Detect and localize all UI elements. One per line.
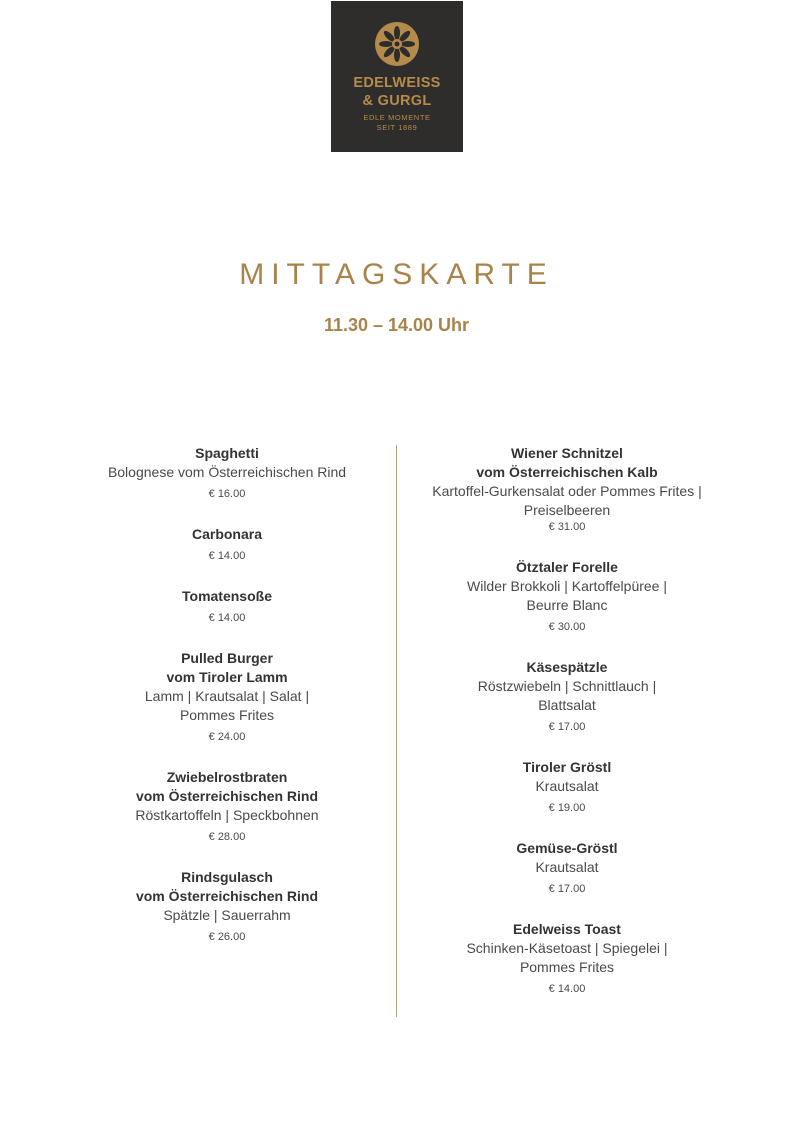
dish-price: € 17.00 bbox=[548, 883, 586, 895]
menu-item bbox=[418, 839, 716, 896]
dish-name: Tomatensoße bbox=[182, 588, 272, 604]
dish-name: Käsespätzle bbox=[526, 659, 608, 675]
dish-name: Tiroler Gröstl bbox=[522, 759, 612, 775]
logo-tagline2: SEIT 1889 bbox=[376, 123, 418, 132]
restaurant-logo bbox=[331, 1, 463, 152]
dish-subtitle: vom Tiroler Lamm bbox=[166, 669, 288, 685]
dish-price: € 14.00 bbox=[208, 550, 246, 562]
dish-price: € 19.00 bbox=[548, 802, 586, 814]
dish-price: € 24.00 bbox=[208, 731, 246, 743]
dish-description: Krautsalat bbox=[535, 778, 599, 794]
dish-description: Kartoffel-Gurkensalat oder Pommes Frites | bbox=[432, 483, 702, 499]
dish-name: Pulled Burger bbox=[181, 650, 273, 666]
menu-item bbox=[418, 558, 716, 634]
column-divider bbox=[396, 445, 397, 1017]
dish-description-cont: Preiselbeeren bbox=[523, 502, 611, 518]
dish-description: Schinken-Käsetoast | Spiegelei | bbox=[466, 940, 668, 956]
menu-column-left bbox=[92, 444, 362, 944]
dish-description: Röstzwiebeln | Schnittlauch | bbox=[477, 678, 657, 694]
dish-price: € 30.00 bbox=[548, 621, 586, 633]
dish-description-cont: Pommes Frites bbox=[519, 959, 615, 975]
dish-name: Carbonara bbox=[191, 526, 263, 542]
dish-subtitle: vom Österreichischen Rind bbox=[135, 788, 319, 804]
dish-description: Krautsalat bbox=[535, 859, 599, 875]
dish-name: Rindsgulasch bbox=[181, 869, 273, 885]
dish-price: € 17.00 bbox=[548, 721, 586, 733]
dish-name: Gemüse-Gröstl bbox=[516, 840, 618, 856]
opening-hours: 11.30 – 14.00 Uhr bbox=[323, 315, 470, 335]
dish-description-cont: Pommes Frites bbox=[179, 707, 275, 723]
dish-description: Röstkartoffeln | Speckbohnen bbox=[135, 807, 319, 823]
dish-subtitle: vom Österreichischen Kalb bbox=[476, 464, 658, 480]
dish-price: € 14.00 bbox=[548, 983, 586, 995]
edelweiss-flower-icon bbox=[374, 21, 420, 67]
dish-price: € 28.00 bbox=[208, 831, 246, 843]
menu-item bbox=[92, 525, 362, 563]
dish-name: Ötztaler Forelle bbox=[516, 559, 618, 575]
dish-name: Spaghetti bbox=[195, 445, 259, 461]
dish-name: Wiener Schnitzel bbox=[511, 445, 623, 461]
menu-item bbox=[92, 649, 362, 744]
logo-brand-line1: EDELWEISS bbox=[353, 75, 441, 91]
logo-tagline1: EDLE MOMENTE bbox=[363, 113, 431, 122]
dish-description: Spätzle | Sauerrahm bbox=[163, 907, 291, 923]
dish-price: € 31.00 bbox=[548, 521, 586, 533]
page-title: MITTAGSKARTE bbox=[239, 258, 554, 291]
dish-price: € 14.00 bbox=[208, 612, 246, 624]
dish-description-cont: Beurre Blanc bbox=[526, 597, 608, 613]
dish-price: € 26.00 bbox=[208, 931, 246, 943]
menu-item bbox=[418, 658, 716, 734]
dish-name: Zwiebelrostbraten bbox=[166, 769, 288, 785]
menu-item bbox=[418, 920, 716, 996]
menu-column-right bbox=[418, 444, 716, 996]
dish-description: Lamm | Krautsalat | Salat | bbox=[144, 688, 310, 704]
menu-item bbox=[92, 587, 362, 625]
menu-item bbox=[92, 444, 362, 501]
menu-item bbox=[418, 758, 716, 815]
dish-description: Wilder Brokkoli | Kartoffelpüree | bbox=[467, 578, 667, 594]
menu-item bbox=[92, 768, 362, 844]
menu-item bbox=[92, 868, 362, 944]
dish-price: € 16.00 bbox=[208, 488, 246, 500]
logo-brand-line2: & GURGL bbox=[362, 93, 432, 109]
dish-name: Edelweiss Toast bbox=[513, 921, 621, 937]
dish-subtitle: vom Österreichischen Rind bbox=[135, 888, 319, 904]
dish-description: Bolognese vom Österreichischen Rind bbox=[107, 464, 347, 480]
menu-item bbox=[418, 444, 716, 534]
dish-description-cont: Blattsalat bbox=[538, 697, 596, 713]
